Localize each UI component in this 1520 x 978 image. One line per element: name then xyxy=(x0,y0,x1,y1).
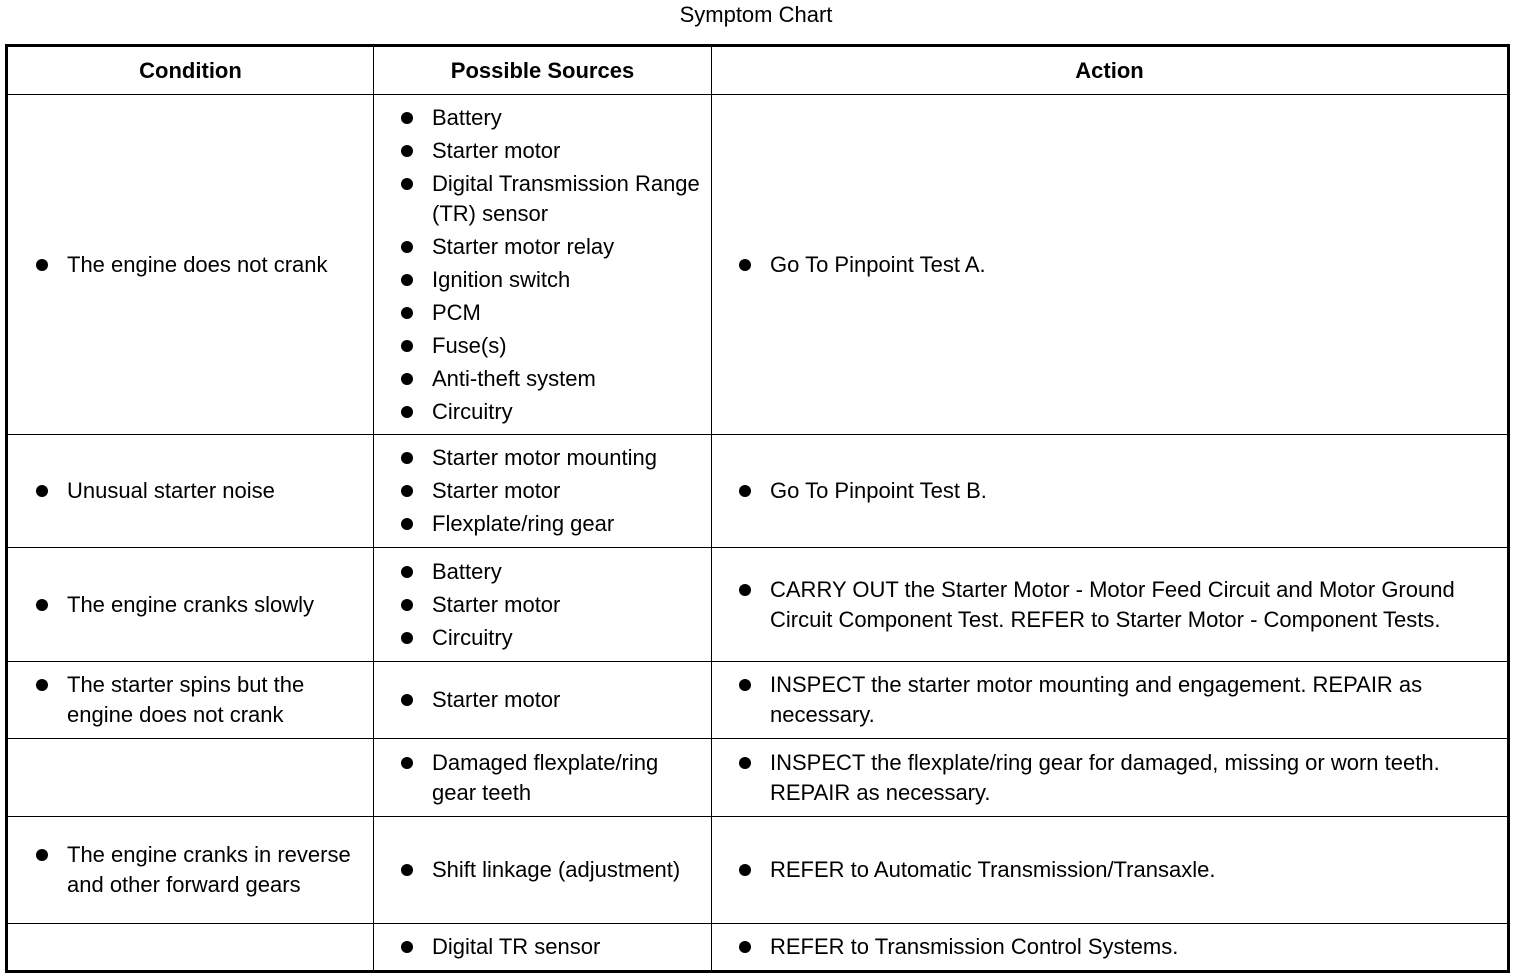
action-text: CARRY OUT the Starter Motor - Motor Feed Circuit and Motor Ground Circuit Component Test. REFER to Starter Motor - Component Tests. xyxy=(770,576,1455,632)
action-cell xyxy=(712,548,1509,662)
list-item xyxy=(374,232,711,262)
action-text: REFER to Automatic Transmission/Transaxle. xyxy=(770,857,1216,882)
action-text: Go To Pinpoint Test B. xyxy=(770,478,987,503)
sources-cell xyxy=(374,548,712,662)
bullet-icon xyxy=(401,178,413,190)
sources-cell xyxy=(374,817,712,924)
table-row xyxy=(7,548,1509,662)
list-item xyxy=(8,250,373,280)
list-item xyxy=(712,932,1507,962)
table-row xyxy=(7,924,1509,972)
list-item xyxy=(712,748,1507,808)
action-text: INSPECT the starter motor mounting and engagement. REPAIR as necessary. xyxy=(770,672,1423,727)
list-item xyxy=(712,250,1507,280)
table-row xyxy=(7,739,1509,817)
header-condition: Condition xyxy=(7,46,374,95)
bullet-icon xyxy=(739,679,751,691)
list-item xyxy=(374,298,711,328)
sources-cell xyxy=(374,435,712,548)
list-item xyxy=(8,590,373,620)
source-text: Shift linkage (adjustment) xyxy=(432,857,681,882)
condition-text: The starter spins but the engine does not crank xyxy=(67,672,305,727)
list-item xyxy=(374,855,711,885)
header-row xyxy=(7,46,1509,95)
action-text: INSPECT the flexplate/ring gear for damaged, missing or worn teeth. REPAIR as necessary. xyxy=(770,749,1440,805)
bullet-icon xyxy=(401,941,413,953)
bullet-icon xyxy=(36,599,48,611)
condition-cell xyxy=(7,817,374,924)
source-text: Damaged flexplate/ring gear teeth xyxy=(432,749,659,805)
bullet-icon xyxy=(739,259,751,271)
table-row xyxy=(7,435,1509,548)
bullet-icon xyxy=(401,340,413,352)
action-cell xyxy=(712,924,1509,972)
list-item xyxy=(374,509,711,539)
source-text: Starter motor relay xyxy=(432,233,615,259)
list-item xyxy=(374,623,711,653)
table-row xyxy=(7,817,1509,924)
condition-cell xyxy=(7,662,374,739)
bullet-icon xyxy=(401,485,413,497)
bullet-icon xyxy=(739,941,751,953)
bullet-icon xyxy=(36,259,48,271)
symptom-table xyxy=(5,44,1510,973)
source-text: Digital Transmission Range (TR) sensor xyxy=(432,170,700,226)
bullet-icon xyxy=(401,112,413,124)
source-text: Starter motor xyxy=(432,591,561,617)
list-item xyxy=(374,265,711,295)
bullet-icon xyxy=(739,757,751,769)
list-item xyxy=(374,331,711,361)
action-cell xyxy=(712,739,1509,817)
bullet-icon xyxy=(401,307,413,319)
action-cell xyxy=(712,435,1509,548)
list-item xyxy=(374,443,711,473)
bullet-icon xyxy=(401,864,413,876)
bullet-icon xyxy=(401,518,413,530)
list-item xyxy=(374,364,711,394)
list-item xyxy=(374,685,711,715)
list-item xyxy=(374,169,711,229)
list-item xyxy=(374,136,711,166)
table-row xyxy=(7,95,1509,435)
list-item xyxy=(374,748,711,808)
sources-cell xyxy=(374,924,712,972)
action-text: Go To Pinpoint Test A. xyxy=(770,251,986,277)
condition-cell xyxy=(7,548,374,662)
bullet-icon xyxy=(401,566,413,578)
source-text: Digital TR sensor xyxy=(432,934,601,959)
list-item xyxy=(8,840,373,900)
bullet-icon xyxy=(739,584,751,596)
list-item xyxy=(8,476,373,506)
condition-text: Unusual starter noise xyxy=(67,478,275,503)
action-text: REFER to Transmission Control Systems. xyxy=(770,934,1179,959)
source-text: Circuitry xyxy=(432,398,513,424)
source-text: Starter motor xyxy=(432,687,561,712)
source-text: Circuitry xyxy=(432,624,513,650)
chart-title: Symptom Chart xyxy=(679,2,833,27)
header-possible-sources: Possible Sources xyxy=(374,46,712,95)
action-cell xyxy=(712,662,1509,739)
bullet-icon xyxy=(401,373,413,385)
bullet-icon xyxy=(739,864,751,876)
list-item xyxy=(712,670,1507,730)
condition-cell xyxy=(7,435,374,548)
action-cell xyxy=(712,95,1509,435)
list-item xyxy=(374,103,711,133)
bullet-icon xyxy=(401,694,413,706)
bullet-icon xyxy=(401,757,413,769)
source-text: Fuse(s) xyxy=(432,332,507,358)
condition-cell xyxy=(7,739,374,817)
bullet-icon xyxy=(36,679,48,691)
source-text: Flexplate/ring gear xyxy=(432,511,615,536)
source-text: Battery xyxy=(432,104,502,130)
bullet-icon xyxy=(401,599,413,611)
condition-text: The engine cranks slowly xyxy=(67,591,315,617)
condition-text: The engine cranks in reverse and other forward gears xyxy=(67,842,351,897)
action-cell xyxy=(712,817,1509,924)
sources-cell xyxy=(374,739,712,817)
sources-cell xyxy=(374,662,712,739)
bullet-icon xyxy=(401,241,413,253)
bullet-icon xyxy=(401,145,413,157)
condition-cell xyxy=(7,924,374,972)
bullet-icon xyxy=(36,849,48,861)
list-item xyxy=(374,932,711,962)
source-text: Starter motor xyxy=(432,478,561,503)
condition-text: The engine does not crank xyxy=(67,251,328,277)
source-text: Starter motor mounting xyxy=(432,445,657,470)
list-item xyxy=(374,397,711,427)
source-text: Ignition switch xyxy=(432,266,571,292)
list-item xyxy=(712,476,1507,506)
bullet-icon xyxy=(739,485,751,497)
source-text: Anti-theft system xyxy=(432,365,596,391)
list-item xyxy=(712,575,1507,635)
bullet-icon xyxy=(401,452,413,464)
source-text: Battery xyxy=(432,558,502,584)
list-item xyxy=(712,855,1507,885)
bullet-icon xyxy=(401,632,413,644)
header-action: Action xyxy=(712,46,1509,95)
sources-cell xyxy=(374,95,712,435)
bullet-icon xyxy=(401,406,413,418)
source-text: Starter motor xyxy=(432,137,561,163)
list-item xyxy=(8,670,373,730)
source-text: PCM xyxy=(432,299,481,325)
table-row xyxy=(7,662,1509,739)
bullet-icon xyxy=(36,485,48,497)
list-item xyxy=(374,476,711,506)
condition-cell xyxy=(7,95,374,435)
list-item xyxy=(374,557,711,587)
bullet-icon xyxy=(401,274,413,286)
list-item xyxy=(374,590,711,620)
